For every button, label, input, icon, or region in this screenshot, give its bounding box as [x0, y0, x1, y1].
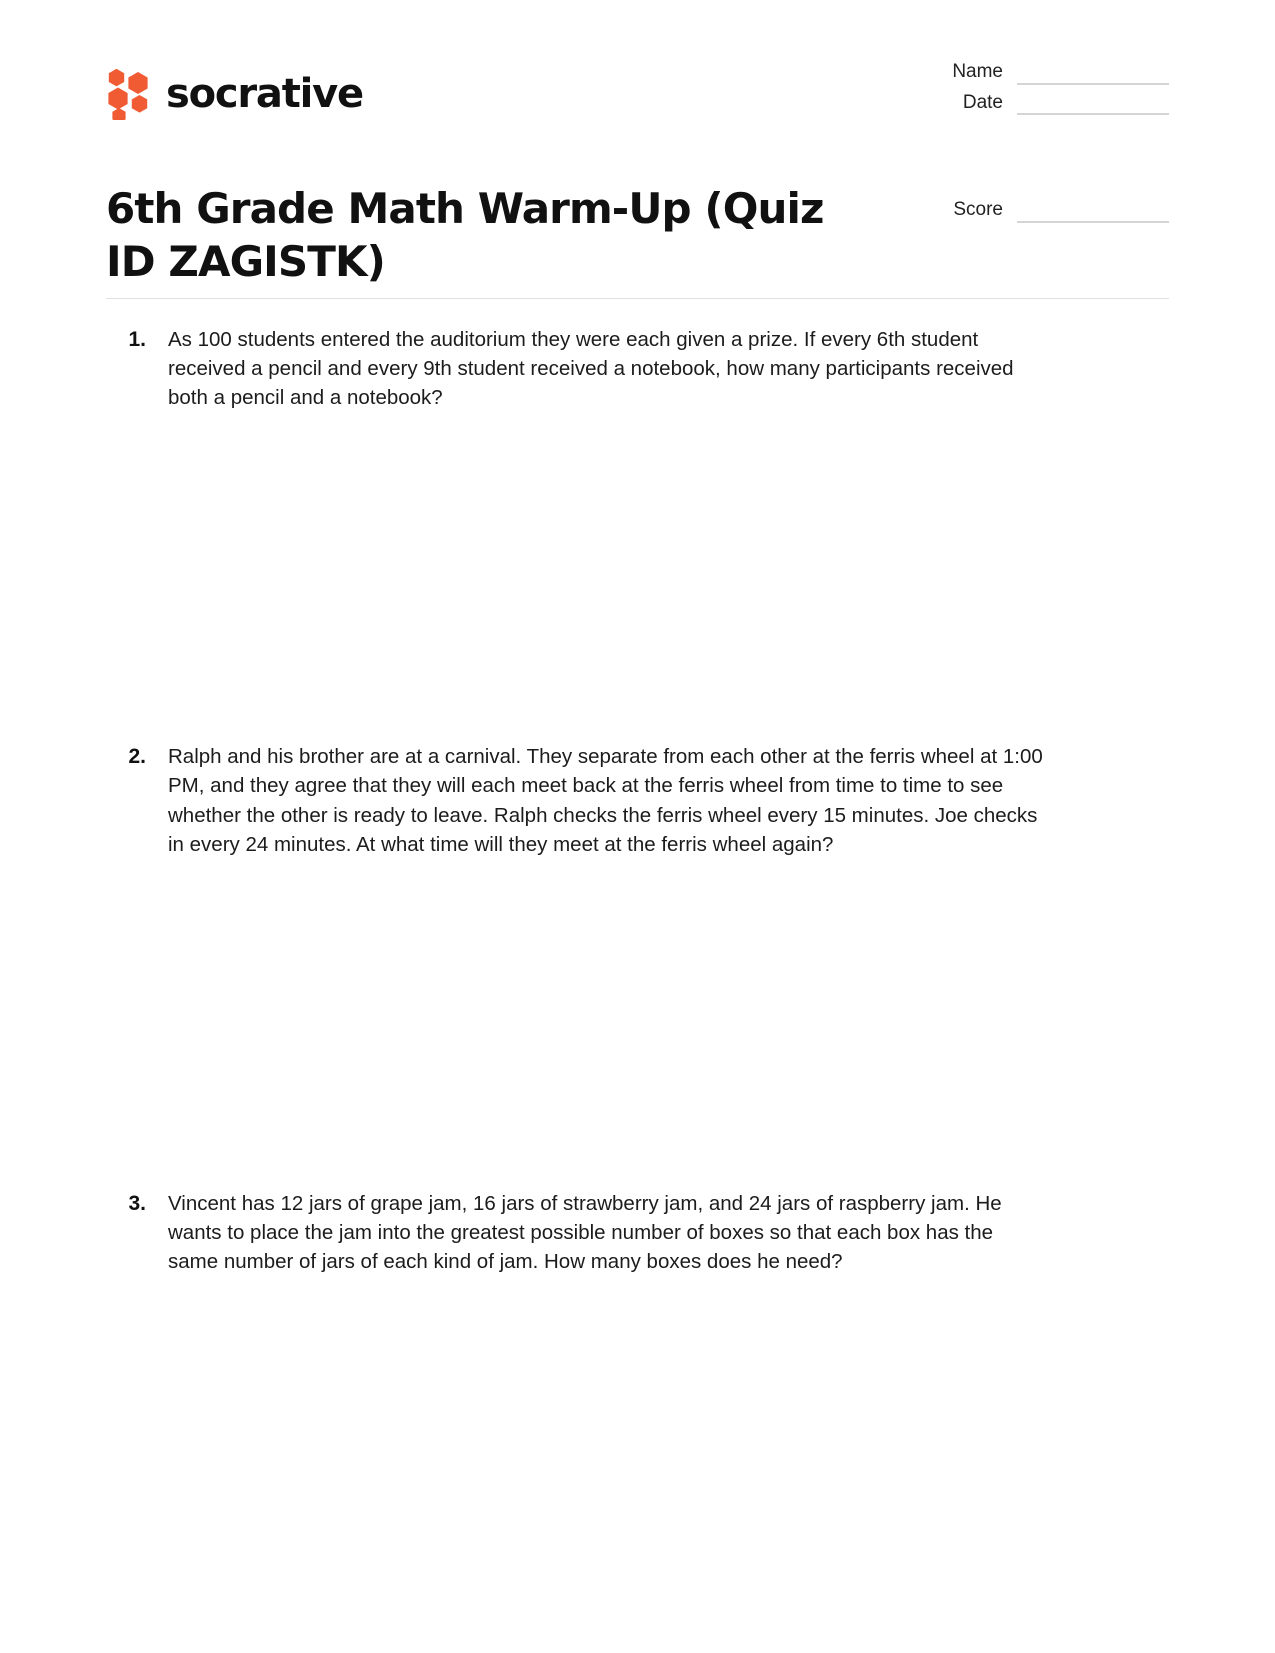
- name-field-label: Name: [952, 61, 1003, 82]
- question-number: 1.: [128, 328, 146, 351]
- question-text: Ralph and his brother are at a carnival. They separate from each other at the ferris wheel at 1:00 PM, and they agree that they will each meet back at the ferris wheel from time to time to see whether the other is ready to leave. Ralph checks the ferris wheel every 15 minutes. Joe checks in every 24 minutes. At what time will they meet at the ferris wheel again?: [168, 745, 1043, 856]
- question-text: Vincent has 12 jars of grape jam, 16 jars of strawberry jam, and 24 jars of raspberry jam. He wants to place the jam into the greatest possible number of boxes so that each box has the same number of jars of each kind of jam. How many boxes does he need?: [168, 1191, 1002, 1273]
- date-field-row: [929, 91, 1169, 116]
- question-number: 3.: [128, 1191, 146, 1215]
- date-field-label: Date: [962, 91, 1003, 113]
- question-item-3: [106, 1189, 1169, 1276]
- brand-name: socrative: [166, 71, 363, 117]
- question-list: [106, 325, 1169, 1276]
- name-field-input[interactable]: [1017, 61, 1169, 85]
- question-number: 2.: [128, 745, 146, 769]
- page-header: [106, 60, 1169, 287]
- score-field-input[interactable]: [1017, 199, 1169, 223]
- date-field-input[interactable]: [1017, 91, 1169, 115]
- question-item-1: [106, 325, 1169, 412]
- answer-space-1[interactable]: [106, 412, 1169, 742]
- socrative-hexagons-logo-icon: [106, 68, 152, 120]
- brand-logo: [106, 68, 363, 120]
- student-info-fields: [929, 60, 1169, 229]
- question-item-2: [106, 742, 1169, 858]
- score-field-label: Score: [953, 199, 1003, 221]
- answer-space-2[interactable]: [106, 859, 1169, 1189]
- name-field-row: [929, 60, 1169, 85]
- header-divider: [106, 298, 1169, 299]
- page-title: 6th Grade Math Warm-Up (Quiz ID ZAGISTK): [106, 184, 824, 287]
- score-field-row: [929, 198, 1169, 223]
- question-text: As 100 students entered the auditorium they were each given a prize. If every 6th student received a pencil and every 9th student received a notebook, how many participants received both a pencil and a notebook?: [168, 328, 1014, 410]
